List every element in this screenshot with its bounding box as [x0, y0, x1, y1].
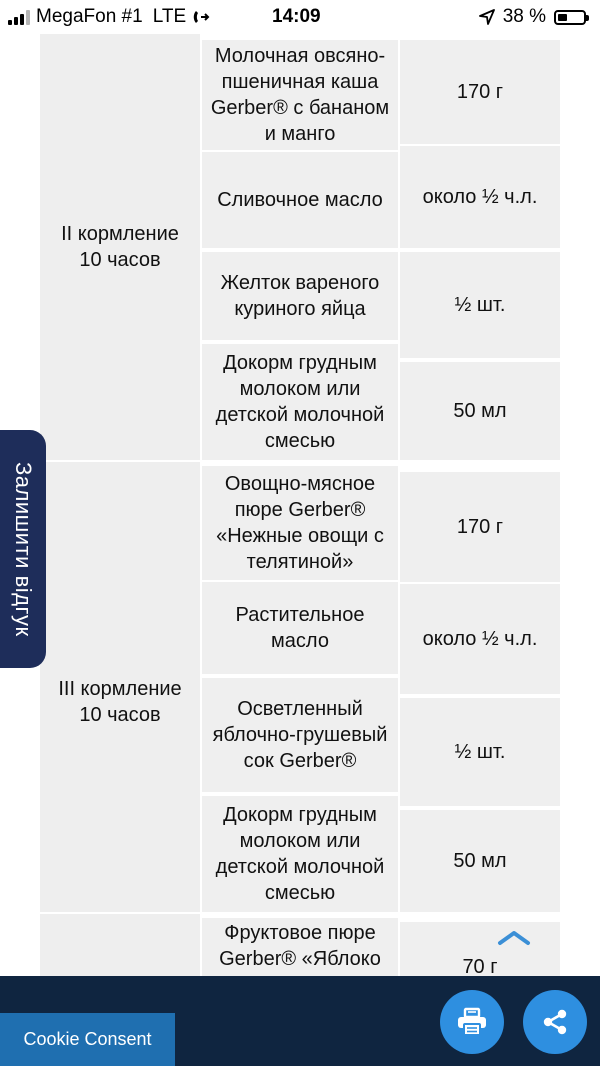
table-row: Докорм грудным молоком или детской молочной смесью — [202, 344, 398, 460]
table-row: Растительное масло — [202, 582, 398, 674]
table-row: Фруктовое пюре Gerber® «Яблоко — [202, 918, 398, 976]
feeding-label: II кормление 10 часов — [61, 223, 179, 271]
cookie-consent-label: Cookie Consent — [23, 1029, 152, 1049]
chevron-up-icon — [500, 933, 528, 943]
table-row-amount: 70 г — [400, 922, 560, 976]
battery-icon — [554, 10, 586, 25]
table-row-amount: 170 г — [400, 40, 560, 144]
feeding-table — [0, 34, 600, 976]
clock: 14:09 — [272, 6, 321, 27]
cookie-consent-button[interactable] — [0, 1013, 175, 1066]
status-left — [8, 6, 210, 28]
signal-icon — [8, 9, 30, 25]
share-icon — [540, 1007, 570, 1037]
status-bar — [0, 0, 600, 34]
battery-level — [558, 14, 567, 21]
table-row: Докорм грудным молоком или детской молочной смесью — [202, 796, 398, 912]
table-row: Сливочное масло — [202, 152, 398, 248]
table-row-amount: 170 г — [400, 472, 560, 582]
table-row-amount: 50 мл — [400, 362, 560, 460]
share-button[interactable] — [523, 990, 587, 1054]
network-label: LTE — [152, 6, 187, 27]
feeding-label-2 — [40, 34, 200, 460]
table-row: Овощно-мясное пюре Gerber® «Нежные овощи с телятиной» — [202, 466, 398, 580]
feedback-tab[interactable] — [0, 430, 46, 668]
table-row: Молочная овсяно-пшеничная каша Gerber® с бананом и манго — [202, 40, 398, 150]
table-row: Осветленный яблочно-грушевый сок Gerber® — [202, 678, 398, 792]
feeding-label-3 — [40, 462, 200, 912]
feedback-label: Залишити відгук — [11, 461, 36, 637]
table-row-amount: ½ шт. — [400, 252, 560, 358]
scroll-up-button[interactable] — [496, 928, 532, 948]
table-row: Желток вареного куриного яйца — [202, 252, 398, 340]
table-row-amount: около ½ ч.л. — [400, 584, 560, 694]
call-forward-icon — [192, 9, 210, 25]
table-row-amount: ½ шт. — [400, 698, 560, 806]
feeding-label-4 — [40, 914, 200, 976]
feeding-label: III кормление 10 часов — [58, 678, 182, 726]
carrier-label: MegaFon #1 — [36, 6, 143, 27]
printer-icon — [456, 1007, 488, 1037]
location-arrow-icon — [479, 9, 495, 25]
table-row-amount: 50 мл — [400, 810, 560, 912]
status-right — [479, 6, 586, 28]
print-button[interactable] — [440, 990, 504, 1054]
battery-percent: 38 % — [502, 6, 546, 27]
table-row-amount: около ½ ч.л. — [400, 146, 560, 248]
